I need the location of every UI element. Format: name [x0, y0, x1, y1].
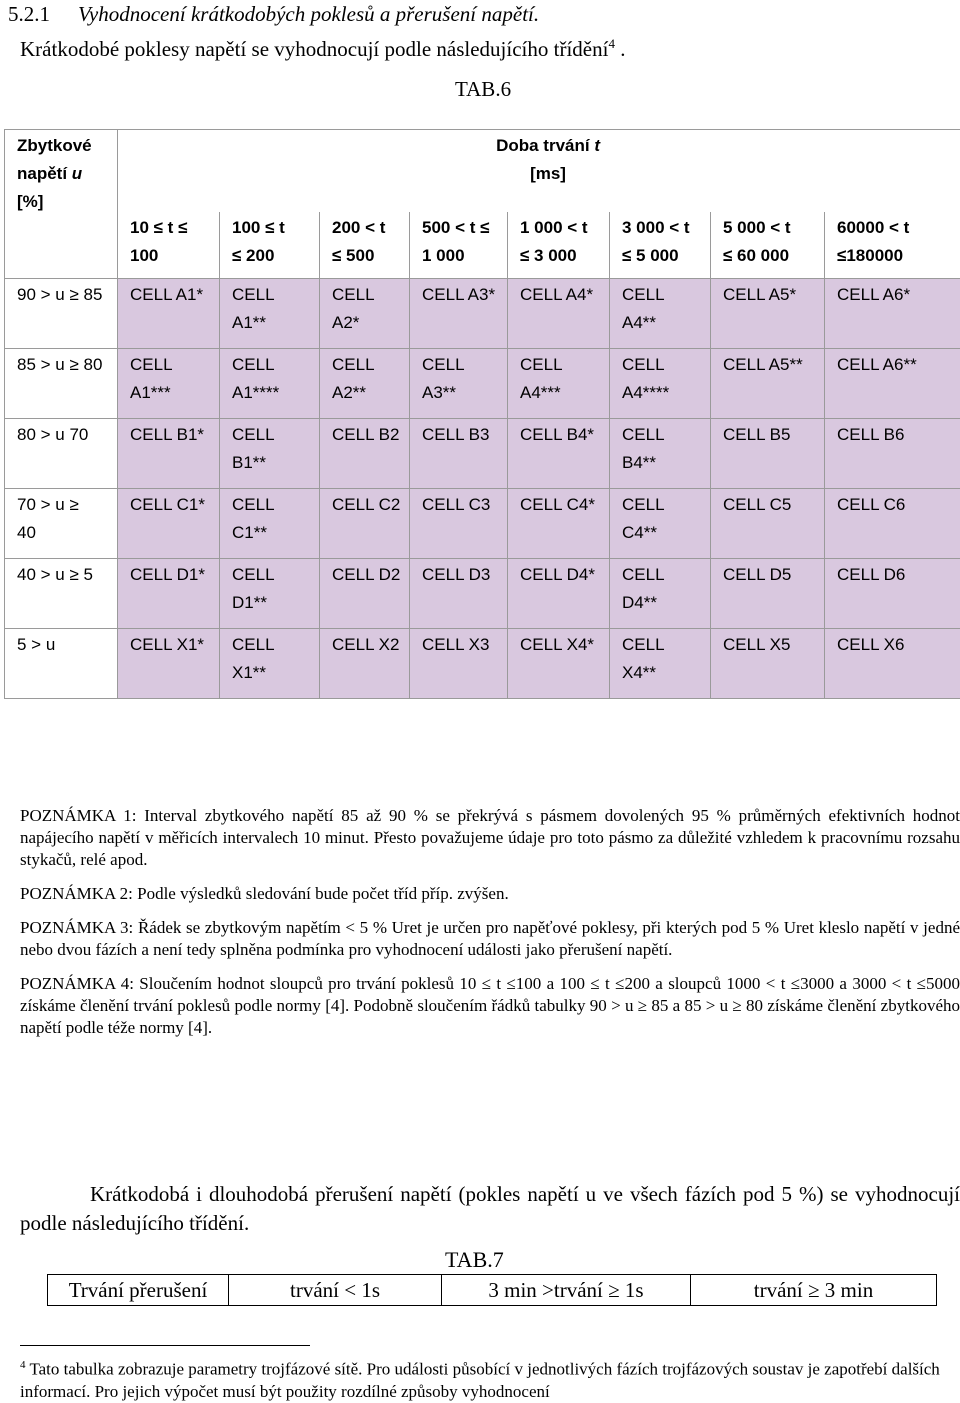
cell-line: A1*** [130, 383, 171, 402]
table-row [5, 279, 960, 349]
cell-line: D1** [232, 593, 267, 612]
note-1: POZNÁMKA 1: Interval zbytkového napětí 85 až 90 % se překrývá s pásmem dovolených 95 % průměrných efektivních hodnot napájecího napětí v měřicích intervalech 10 minut. Přesto považujeme údaje pro toto pásmo za důležité vzhledem k pracovnímu rozsahu stykačů, relé apod. [20, 806, 960, 869]
table-cell [118, 349, 220, 419]
cell-line: CELL A5* [723, 285, 797, 304]
cell-line: CELL C1* [130, 495, 205, 514]
column-header [825, 212, 960, 279]
cell-line: CELL C3 [422, 495, 491, 514]
cell-line: CELL [622, 355, 665, 374]
cell-line: CELL C4* [520, 495, 595, 514]
footnote [20, 1354, 960, 1403]
table-cell [320, 279, 410, 349]
cell-line: CELL X6 [837, 635, 905, 654]
note-3: POZNÁMKA 3: Řádek se zbytkovým napětím < 5 % Uret je určen pro napěťové poklesy, při kterých pod 5 % Uret kleslo napětí v jedné nebo dvou fázích a není tedy splněna podmínka pro vyhodnocení události jako přerušení napětí. [20, 918, 960, 959]
cell-line: X4** [622, 663, 657, 682]
cell-line: CELL [520, 355, 563, 374]
table-cell [610, 489, 711, 559]
cell-line: CELL A1* [130, 285, 204, 304]
row-label [5, 489, 118, 559]
cell-line: CELL B5 [723, 425, 791, 444]
table-row [5, 559, 960, 629]
row-header-line: [%] [17, 192, 44, 211]
cell-line: B1** [232, 453, 267, 472]
table-cell [711, 629, 825, 699]
table-cell [320, 629, 410, 699]
table7-label: TAB.7 [445, 1247, 504, 1272]
cell-line: CELL [332, 285, 375, 304]
cell-line: CELL [232, 425, 275, 444]
table-cell [508, 419, 610, 489]
cell-line: A4**** [622, 383, 670, 402]
row-header-line: Zbytkové [17, 136, 92, 155]
table-cell [118, 629, 220, 699]
table7-cell: trvání ≥ 3 min [691, 1275, 937, 1306]
cell-line: 90 > u ≥ 85 [17, 285, 103, 304]
row-header-var: u [71, 164, 83, 183]
table-cell [508, 629, 610, 699]
cell-line: ≤ 5 000 [622, 246, 679, 265]
table-cell [610, 419, 711, 489]
table-cell [508, 349, 610, 419]
row-label [5, 349, 118, 419]
cell-line: CELL A6* [837, 285, 911, 304]
table-cell [320, 559, 410, 629]
cell-line: CELL [622, 565, 665, 584]
cell-line: B4** [622, 453, 657, 472]
cell-line: 10 ≤ t ≤ [130, 218, 188, 237]
section-title: Vyhodnocení krátkodobých poklesů a přerušení napětí. [78, 2, 540, 26]
cell-line: CELL [232, 495, 275, 514]
cell-line: ≤ 500 [332, 246, 375, 265]
cell-line: 1 000 [422, 246, 465, 265]
table-cell [320, 419, 410, 489]
table-cell [711, 559, 825, 629]
table-row [5, 629, 960, 699]
table-cell [508, 489, 610, 559]
table-cell [825, 279, 960, 349]
table-cell [711, 489, 825, 559]
table-row [5, 419, 960, 489]
table-cell [118, 489, 220, 559]
column-header [410, 212, 508, 279]
cell-line: CELL A3* [422, 285, 496, 304]
section-number: 5.2.1 [8, 2, 50, 26]
cell-line: CELL X1* [130, 635, 205, 654]
cell-line: 100 [130, 246, 159, 265]
cell-line: A2* [332, 313, 360, 332]
cell-line: 500 < t ≤ [422, 218, 490, 237]
cell-line: CELL C5 [723, 495, 792, 514]
cell-line: 70 > u ≥ [17, 495, 79, 514]
cell-line: CELL A4* [520, 285, 594, 304]
group-part: Doba trvání [496, 136, 595, 155]
cell-line: 40 [17, 523, 36, 542]
cell-line: CELL D4* [520, 565, 595, 584]
row-label [5, 629, 118, 699]
row-label [5, 279, 118, 349]
cell-line: CELL C2 [332, 495, 401, 514]
table7-cell: trvání < 1s [229, 1275, 442, 1306]
table-cell [220, 629, 320, 699]
cell-line: CELL X2 [332, 635, 400, 654]
cell-line: D4** [622, 593, 657, 612]
cell-line: 1 000 < t [520, 218, 588, 237]
table-cell [220, 349, 320, 419]
table-cell [118, 559, 220, 629]
cell-line: CELL B1* [130, 425, 205, 444]
cell-line: C4** [622, 523, 657, 542]
cell-line: CELL B2 [332, 425, 400, 444]
table-cell [610, 279, 711, 349]
table-cell [410, 559, 508, 629]
column-header [508, 212, 610, 279]
cell-line: CELL X5 [723, 635, 791, 654]
cell-line: ≤ 3 000 [520, 246, 577, 265]
table-cell [610, 559, 711, 629]
table-cell [711, 419, 825, 489]
cell-line: CELL D2 [332, 565, 401, 584]
note-4: POZNÁMKA 4: Sloučením hodnot sloupců pro trvání poklesů 10 ≤ t ≤100 a 100 ≤ t ≤200 a sloupců 1000 < t ≤3000 a 3000 < t ≤5000 získáme členění trvání poklesů podle normy [4]. Podobně sloučením řádků tabulky 90 > u ≥ 85 a 85 > u ≥ 80 získáme členění zbytkového napětí podle téže normy [4]. [20, 974, 960, 1037]
table-cell [410, 349, 508, 419]
column-header [320, 212, 410, 279]
row-label [5, 559, 118, 629]
table-cell [220, 279, 320, 349]
table6-header-row [5, 130, 960, 213]
table-cell [220, 489, 320, 559]
cell-line: CELL B4* [520, 425, 595, 444]
notes [20, 805, 960, 1051]
cell-line: X1** [232, 663, 267, 682]
group-line: [ms] [530, 164, 566, 183]
cell-line: 85 > u ≥ 80 [17, 355, 103, 374]
cell-line: CELL D6 [837, 565, 906, 584]
footnote-separator [20, 1345, 310, 1346]
table7-cell: Trvání přerušení [48, 1275, 229, 1306]
cell-line: CELL [232, 285, 275, 304]
table-cell [610, 349, 711, 419]
cell-line: ≤ 60 000 [723, 246, 790, 265]
note-2: POZNÁMKA 2: Podle výsledků sledování bude počet tříd příp. zvýšen. [20, 884, 509, 903]
cell-line: 80 > u 70 [17, 425, 89, 444]
table6 [4, 129, 960, 699]
table-cell [825, 419, 960, 489]
cell-line: ≤ 200 [232, 246, 275, 265]
cell-line: A1**** [232, 383, 280, 402]
intro-sentence: Krátkodobé poklesy napětí se vyhodnocují podle následujícího třídění [20, 37, 609, 61]
cell-line: CELL [232, 635, 275, 654]
cell-line: CELL [232, 355, 275, 374]
table6-label: TAB.6 [455, 77, 512, 101]
row-header-line [17, 160, 113, 188]
row-header [5, 130, 118, 279]
table7-cell: 3 min >trvání ≥ 1s [442, 1275, 691, 1306]
cell-line: CELL [130, 355, 173, 374]
table-cell [320, 489, 410, 559]
intro-tail: . [614, 37, 626, 61]
cell-line: 60000 < t [837, 218, 910, 237]
cell-line: CELL [232, 565, 275, 584]
cell-line: CELL A5** [723, 355, 803, 374]
table-cell [825, 629, 960, 699]
table7-row [48, 1275, 937, 1306]
table-cell [508, 279, 610, 349]
row-header-part: napětí [17, 164, 72, 183]
cell-line: CELL [622, 425, 665, 444]
table-cell [825, 559, 960, 629]
table-row [5, 489, 960, 559]
cell-line: ≤180000 [837, 246, 904, 265]
table-cell [320, 349, 410, 419]
table-cell [410, 419, 508, 489]
cell-line: CELL X4* [520, 635, 595, 654]
table-cell [825, 489, 960, 559]
cell-line: CELL D1* [130, 565, 205, 584]
intro-text [20, 36, 625, 62]
column-header [711, 212, 825, 279]
group-line [130, 132, 960, 160]
table-cell [220, 559, 320, 629]
table-cell [220, 419, 320, 489]
table-row [5, 349, 960, 419]
cell-line: 40 > u ≥ 5 [17, 565, 93, 584]
cell-line: A3** [422, 383, 457, 402]
column-group-header [118, 130, 960, 213]
cell-line: CELL [332, 355, 375, 374]
cell-line: 3 000 < t [622, 218, 690, 237]
cell-line: CELL B6 [837, 425, 905, 444]
section-heading [8, 2, 539, 27]
cell-line: CELL C6 [837, 495, 906, 514]
cell-line: CELL [622, 635, 665, 654]
table-cell [118, 279, 220, 349]
cell-line: C1** [232, 523, 267, 542]
table-cell [711, 279, 825, 349]
table-cell [508, 559, 610, 629]
table7 [47, 1274, 937, 1306]
cell-line: 200 < t [332, 218, 386, 237]
column-header [118, 212, 220, 279]
table-cell [711, 349, 825, 419]
cell-line: 5 000 < t [723, 218, 791, 237]
cell-line: A4** [622, 313, 657, 332]
cell-line: CELL [422, 355, 465, 374]
footnote-mark: 4 [20, 1359, 26, 1371]
cell-line: CELL B3 [422, 425, 490, 444]
cell-line: CELL X3 [422, 635, 490, 654]
cell-line: A1** [232, 313, 267, 332]
table6-column-row [5, 212, 960, 279]
table-cell [410, 279, 508, 349]
cell-line: CELL [622, 285, 665, 304]
table-cell [610, 629, 711, 699]
cell-line: 5 > u [17, 635, 56, 654]
footnote-text: Tato tabulka zobrazuje parametry trojfázové sítě. Pro události působící v jednotlivých fázích trojfázových soustav je zapotřebí dalších informací. Pro jejich výpočet musí být použity rozdílné způsoby vyhodnocení [20, 1359, 940, 1401]
cell-line: A4*** [520, 383, 561, 402]
cell-line: 100 ≤ t [232, 218, 285, 237]
cell-line: CELL A6** [837, 355, 917, 374]
cell-line: CELL [622, 495, 665, 514]
table-cell [825, 349, 960, 419]
table-cell [118, 419, 220, 489]
column-header [220, 212, 320, 279]
table-cell [410, 629, 508, 699]
row-label [5, 419, 118, 489]
interruption-paragraph: Krátkodobá i dlouhodobá přerušení napětí (pokles napětí u ve všech fázích pod 5 %) se vyhodnocují podle následujícího třídění. [20, 1182, 960, 1235]
group-var: t [594, 136, 600, 155]
cell-line: CELL D3 [422, 565, 491, 584]
column-header [610, 212, 711, 279]
cell-line: A2** [332, 383, 367, 402]
footnote-ref[interactable]: 4 [608, 36, 615, 51]
cell-line: CELL D5 [723, 565, 792, 584]
table-cell [410, 489, 508, 559]
